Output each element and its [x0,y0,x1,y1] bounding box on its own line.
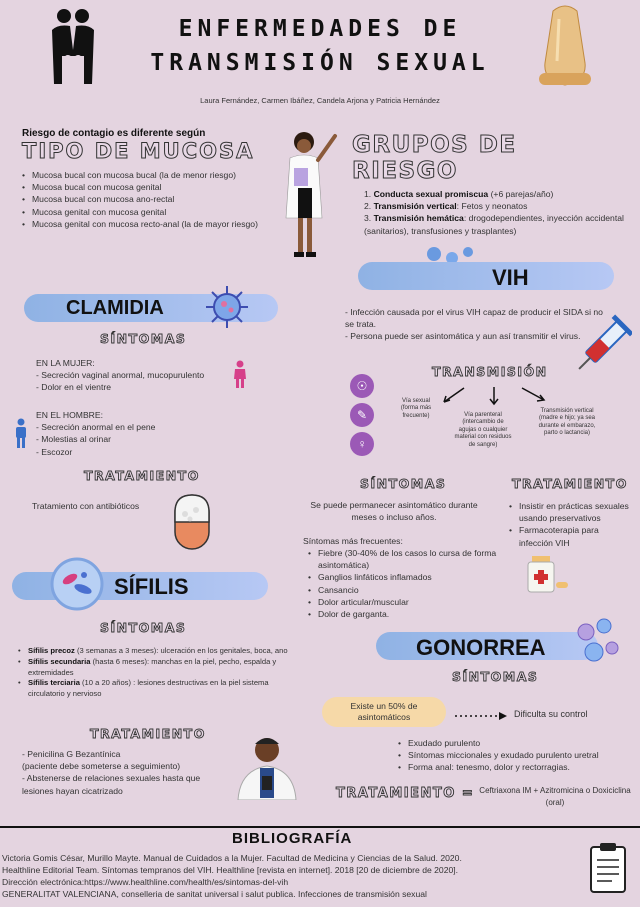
clipboard-icon [588,842,628,894]
vih-intro-1: - Infección causada por el virus VIH capaz de producir el SIDA si no se trata. [345,307,603,330]
list-item: • Síntomas miccionales y exudado purulento uretral [398,749,618,761]
list-item: • Ganglios linfáticos inflamados [308,571,498,583]
list-item: - Molestias al orinar [36,434,111,445]
list-item [18,678,288,700]
reference-item: GENERALITAT VALENCIANA, conselleria de sanitat universal i salut publica. Infecciones de transmisión sexual [2,889,427,899]
gonorrea-list [398,737,618,774]
list-item: • Farmacoterapia para infección VIH [509,524,633,548]
sifilis-sintomas-head: SÍNTOMAS [100,620,187,635]
list-item: • Exudado purulento [398,737,618,749]
gonorrea-sintomas-head: SÍNTOMAS [452,669,539,684]
list-item [364,188,624,200]
list-item [18,646,288,657]
woman-icon [233,360,247,388]
item-bold: Sífilis secundaria [28,656,91,666]
gonorrea-tratamiento: Ceftriaxona IM + Azitromicina o Doxiciclina (oral) [479,786,631,808]
list-item: - Secreción vaginal anormal, mucopurulento [36,370,205,381]
sifilis-list [18,646,288,700]
via-parenteral: Vía parenteral (intercambio de agujas o cualquier material con residuos de sangre) [454,412,512,448]
bibliografia-divider [0,826,640,828]
authors: Laura Fernández, Carmen Ibáñez, Candela Arjona y Patricia Hernández [200,96,440,105]
vih-sintomas-frecuentes: Síntomas más frecuentes: [303,536,403,546]
list-item: • Cansancio [308,584,498,596]
mucosa-intro: Riesgo de contagio es diferente según [22,128,206,139]
hombre-head: EN EL HOMBRE: [36,410,104,420]
transmision-head: TRANSMISIÓN [432,364,548,379]
gonorrea-tratamiento-head: TRATAMIENTO = [336,786,475,801]
item-text: : Fetos y neonatos [456,201,528,212]
item-text: (+6 parejas/año) [488,189,554,199]
list-item: • Forma anal: tenesmo, dolor y rectorragias. [398,761,618,773]
clamidia-tratamiento-head: TRATAMIENTO [84,468,200,483]
mucosa-title: TIPO DE MUCOSA [22,139,255,163]
clamidia-title: CLAMIDIA [66,297,164,319]
sifilis-tratamiento [22,748,218,797]
item-number: 2. [364,201,372,212]
list-item: - Dolor en el vientre [36,382,111,393]
man-icon [14,418,28,448]
item-bold: Sífilis precoz [28,646,75,655]
grupos-list [364,188,624,237]
item-text: (10 a 20 años) : lesiones destructivas en la piel sistema circulatorio y nervioso [28,678,269,699]
list-item: • Dolor de garganta. [308,608,498,620]
vih-sintomas-head: SÍNTOMAS [360,476,447,491]
syringe-small-icon: ✎ [350,403,374,427]
vih-intro-2: - Persona puede ser asintomática y aun así transmitir el virus. [345,331,581,342]
grupos-section [352,132,632,237]
bacteria-icon [204,284,250,330]
vih-title: VIH [492,265,529,290]
list-item: • Fiebre (30-40% de los casos lo cursa de forma asintomática) [308,547,498,571]
list-item: • Mucosa bucal con mucosa ano-rectal [22,193,272,205]
mucosa-list [22,169,272,230]
syringe-icon [570,312,632,382]
list-item: (paciente debe someterse a seguimiento) [22,761,181,772]
list-item: - Abstenerse de relaciones sexuales hasta que lesiones hayan cicatrizado [22,773,201,796]
list-item [364,212,624,236]
list-item: - Secreción anormal en el pene [36,422,156,433]
list-item: • Mucosa bucal con mucosa genital [22,181,272,193]
bibliografia-title: BIBLIOGRAFÍA [232,830,353,847]
reference-item: Victoria Gomis César, Murillo Mayte. Manual de Cuidados a la Mujer. Facultad de Medicina y Ciencias de la Salud. 2020. [2,853,462,863]
vih-tratamiento-list [509,500,633,549]
list-item: - Escozor [36,446,73,457]
grupos-title: GRUPOS DE RIESGO [352,132,517,184]
dificulta-text: Dificulta su control [514,709,588,719]
clamidia-hombre [36,409,236,458]
microbe-circle-icon [50,557,104,611]
item-bold: Conducta sexual promiscua [373,189,489,199]
reference-item: Dirección electrónica:https://www.healthline.com/health/es/sintomas-del-vih [2,877,289,887]
mucosa-section [22,128,292,230]
vih-sintomas-intro: Se puede permanecer asintomático durante meses o incluso años. [310,500,478,523]
dotted-arrow [453,708,509,718]
list-item: - Penicilina G Bezantínica [22,749,121,759]
list-item: • Mucosa genital con mucosa genital [22,206,272,218]
title-line-1: ENFERMEDADES DE [178,16,462,42]
via-vertical: Transmisión vertical (madre e hijo; ya sea durante el embarazo, parto o lactancia) [538,408,596,437]
item-text: : drogodependientes, inyección accidental (sanitarios), transfusiones y trasplantes) [364,213,624,236]
asintomaticos-text: Existe un 50% de asintomáticos [350,701,418,722]
item-number: 3. [364,213,372,224]
sifilis-tratamiento-head: TRATAMIENTO [90,726,206,741]
item-number: 1. [364,189,372,199]
clamidia-tratamiento: Tratamiento con antibióticos [32,501,140,511]
page-title [140,12,500,80]
item-bold: Transmisión vertical [373,201,457,212]
condom-small-icon: ☉ [350,374,374,398]
clamidia-mujer [36,357,236,394]
bibliografia-list [2,852,562,900]
via-sexual: Vía sexual (forma más frecuente) [400,398,432,419]
list-item [18,657,288,679]
item-bold: Transmisión hemática [373,213,464,224]
vih-tratamiento-head: TRATAMIENTO [512,476,628,491]
list-item: • Insistir en prácticas sexuales usando preservativos [509,500,633,524]
medicine-bottle-icon [520,554,570,594]
asintomaticos-box [322,697,446,727]
sifilis-title: SÍFILIS [114,574,189,599]
couple-icon [48,6,98,86]
pill-capsule-icon [172,492,212,552]
transmision-arrows [436,384,556,408]
gonorrea-title: GONORREA [416,635,546,660]
list-item: • Mucosa bucal con mucosa bucal (la de menor riesgo) [22,169,272,181]
vih-sintomas-list [308,547,498,620]
clamidia-sintomas-head: SÍNTOMAS [100,331,187,346]
list-item [364,200,624,212]
list-item: • Mucosa genital con mucosa recto-anal (la de mayor riesgo) [22,218,272,230]
pregnancy-icon: ♀ [350,432,374,456]
condom-icon [535,3,595,91]
item-text: (3 semanas a 3 meses): ulceración en los genitales, boca, ano [74,646,288,655]
reference-item: Healthline Editorial Team. Síntomas tempranos del VIH. Healthline [revista en internet]. 2018 [20 de diciembre de 2020]. [2,865,459,875]
list-item: • Dolor articular/muscular [308,596,498,608]
item-text: (hasta 6 meses): manchas en la piel, pecho, espalda y extremidades [28,656,277,677]
doctor-illustration [280,128,345,263]
vih-banner [358,262,614,290]
bacteria-cluster-icon [572,614,624,674]
title-line-2: TRANSMISIÓN SEXUAL [150,50,490,76]
mujer-head: EN LA MUJER: [36,358,95,368]
doctor-male-illustration [232,730,302,800]
item-bold: Sífilis terciaria [28,678,80,688]
